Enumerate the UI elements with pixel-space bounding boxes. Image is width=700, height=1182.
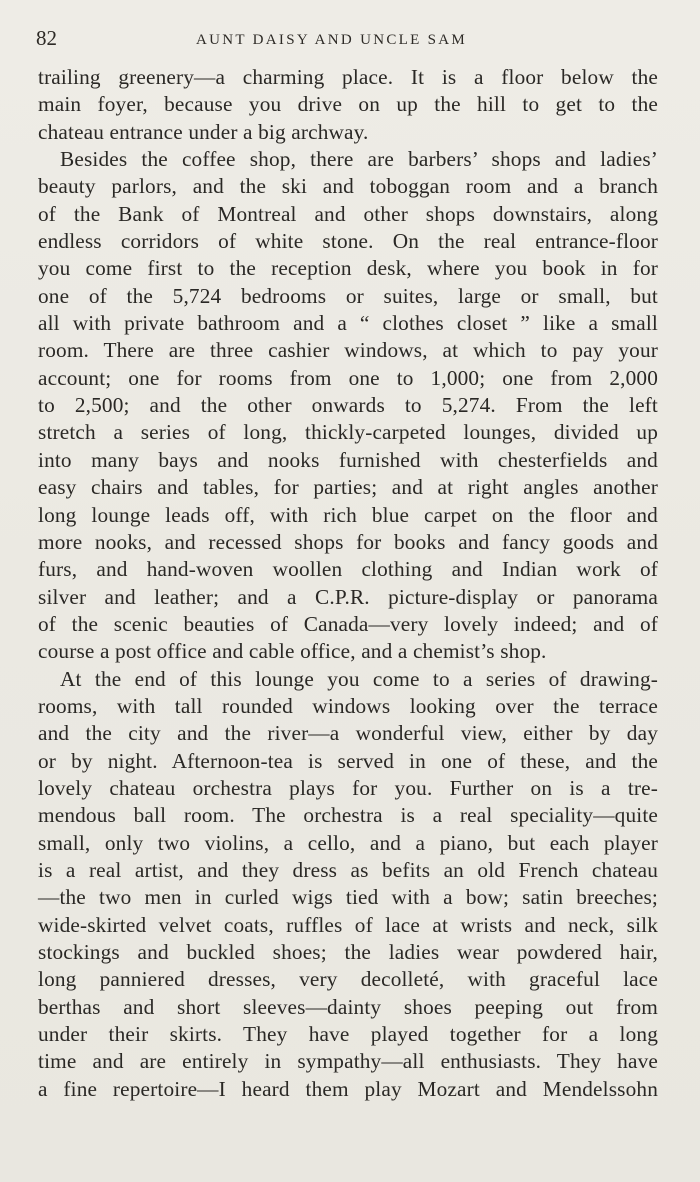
text-line: to 2,500; and the other onwards to 5,274. From the left [38,393,658,418]
text-line: At the end of this lounge you come to a series of drawing- [60,666,658,691]
text-line: of the scenic beauties of Canada—very lovely indeed; and of [38,611,658,636]
body-text [38,64,658,1103]
page-number: 82 [36,26,57,50]
text-line: trailing greenery—a charming place. It is a floor below the [38,65,658,89]
text-line: course a post office and cable office, and a chemist’s shop. [38,639,547,664]
text-line: of the Bank of Montreal and other shops downstairs, along [38,201,658,226]
text-line: main foyer, because you drive on up the hill to get to the [38,92,658,117]
text-line: beauty parlors, and the ski and toboggan room and a branch [38,174,658,199]
text-line: endless corridors of white stone. On the real entrance-floor [38,229,658,254]
text-line: account; one for rooms from one to 1,000; one from 2,000 [38,365,658,390]
text-line: one of the 5,724 bedrooms or suites, large or small, but [38,283,658,308]
text-line: silver and leather; and a C.P.R. picture-display or panorama [38,584,658,609]
text-line: wide-skirted velvet coats, ruffles of lace at wrists and neck, silk [38,912,658,937]
text-line: easy chairs and tables, for parties; and at right angles another [38,475,658,500]
text-line: long lounge leads off, with rich blue carpet on the floor and [38,502,658,527]
text-line: rooms, with tall rounded windows looking over the terrace [38,693,658,718]
text-line: —the two men in curled wigs tied with a bow; satin breeches; [38,885,658,910]
text-line: stretch a series of long, thickly-carpeted lounges, divided up [38,420,658,445]
text-line: you come first to the reception desk, where you book in for [38,256,658,281]
text-line: chateau entrance under a big archway. [38,119,369,144]
text-line: Besides the coffee shop, there are barbers’ shops and ladies’ [60,147,658,172]
text-line: is a real artist, and they dress as befits an old French chateau [38,857,658,882]
text-line: small, only two violins, a cello, and a piano, but each player [38,830,658,855]
text-line: room. There are three cashier windows, at which to pay your [38,338,658,363]
text-line: more nooks, and recessed shops for books and fancy goods and [38,529,658,554]
text-line: time and are entirely in sympathy—all enthusiasts. They have [38,1049,658,1074]
text-line: long panniered dresses, very decolleté, with graceful lace [38,967,658,992]
text-line: under their skirts. They have played together for a long [38,1022,658,1047]
page-header [36,24,658,54]
text-line: mendous ball room. The orchestra is a real speciality—quite [38,803,658,828]
text-line: into many bays and nooks furnished with chesterfields and [38,447,658,472]
text-line: a fine repertoire—I heard them play Mozart and Mendelssohn [38,1076,658,1101]
text-line: all with private bathroom and a “ clothes closet ” like a small [38,311,658,336]
text-line: or by night. Afternoon-tea is served in one of these, and the [38,748,658,773]
text-line: furs, and hand-woven woollen clothing and Indian work of [38,557,658,582]
text-line: lovely chateau orchestra plays for you. Further on is a tre- [38,775,658,800]
text-line: stockings and buckled shoes; the ladies wear powdered hair, [38,940,658,964]
text-line: berthas and short sleeves—dainty shoes peeping out from [38,994,658,1019]
running-head: AUNT DAISY AND UNCLE SAM [196,32,468,48]
text-line: and the city and the river—a wonderful view, either by day [38,721,658,746]
